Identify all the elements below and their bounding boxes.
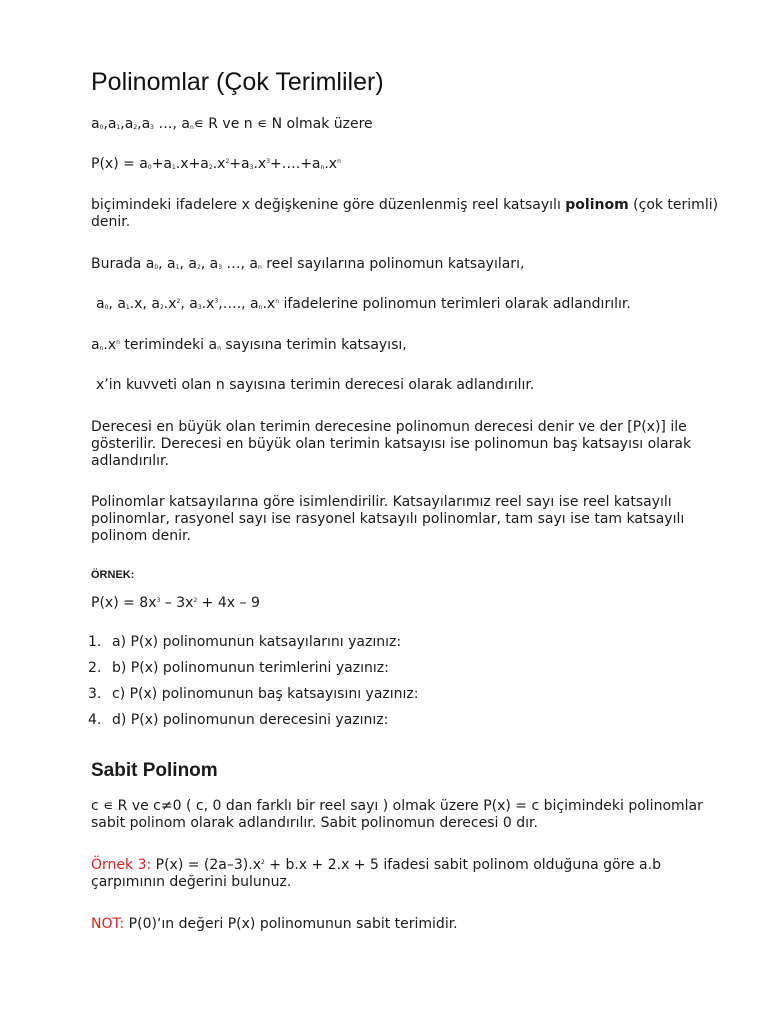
definition-paragraph: biçimindeki ifadelere x değişkenine göre düzenlenmiş reel katsayılı polinom (çok terimli) denir. [91, 197, 719, 230]
example-formula: $P(x) = 8x^3 - 3x^2 + 4x - 9$ [91, 595, 260, 611]
coefficients-line: Burada $a_0$, $a_1$, $a_2$, $a_3$ …, $a_n$ reel sayılarına polinomun katsayıları, [91, 256, 525, 272]
list-item: 3. c) P(x) polinomunun baş katsayısını yazınız: [88, 686, 419, 702]
intro-line: $a_0,a_1,a_2,a_3$ …, $a_n∊$ R ve n ∊ N olmak üzere [91, 116, 373, 132]
example-label: ÖRNEK: [91, 569, 135, 581]
question-list [88, 634, 418, 738]
note-label: NOT: [91, 916, 125, 932]
example-3-paragraph: Örnek 3: $P(x) = (2a-3).x^2 + b.x + 2.x + 5$ ifadesi sabit polinom olduğuna göre a.b çarpımının değerini bulunuz. [91, 857, 661, 890]
term-degree-line: x’in kuvveti olan n sayısına terimin derecesi olarak adlandırılır. [96, 377, 535, 393]
polinom-term: polinom [565, 197, 629, 213]
polynomial-degree-paragraph: Derecesi en büyük olan terimin derecesine polinomun derecesi denir ve der [P(x)] ile gösterilir. Derecesi en büyük olan terimin katsayısı ise polinomun baş katsayısı olarak adlandırılır. [91, 419, 692, 469]
list-item: 1. a) P(x) polinomunun katsayılarını yazınız: [88, 634, 402, 650]
list-item: 2. b) P(x) polinomunun terimlerini yazınız: [88, 660, 389, 676]
terms-line: $a_0$, $a_1.x$, $a_2.x^2$, $a_3.x^3,\dots$., $a_n.x^n$ ifadelerine polinomun terimleri olarak adlandırılır. [96, 296, 631, 312]
example-3-label: Örnek 3: [91, 857, 152, 873]
general-formula: $P(x) = a_0+a_1.x+a_2.x^2+a_3.x^3+\dots.+a_n.x^n$ [91, 156, 341, 172]
list-item: 4. d) P(x) polinomunun derecesini yazınız: [88, 712, 389, 728]
page-title: Polinomlar (Çok Terimliler) [91, 68, 384, 96]
section-title: Sabit Polinom [91, 760, 218, 781]
naming-paragraph: Polinomlar katsayılarına göre isimlendirilir. Katsayılarımız reel sayı ise reel katsayılı polinomlar, rasyonel sayı ise rasyonel katsayılı polinomlar, tam sayı ise tam katsayılı polinom denir. [91, 494, 685, 544]
constant-polynomial-paragraph: c ∊ R ve c≠0 ( c, 0 dan farklı bir reel sayı ) olmak üzere P(x) = c biçimindeki polinomlar sabit polinom olarak adlandırılır. Sabit polinomun derecesi 0 dır. [91, 798, 703, 831]
note-paragraph: NOT: P(0)‘ın değeri P(x) polinomunun sabit terimidir. [91, 916, 458, 932]
coefficient-term-line: $a_n.x^n$ terimindeki $a_n$ sayısına terimin katsayısı, [91, 337, 407, 353]
